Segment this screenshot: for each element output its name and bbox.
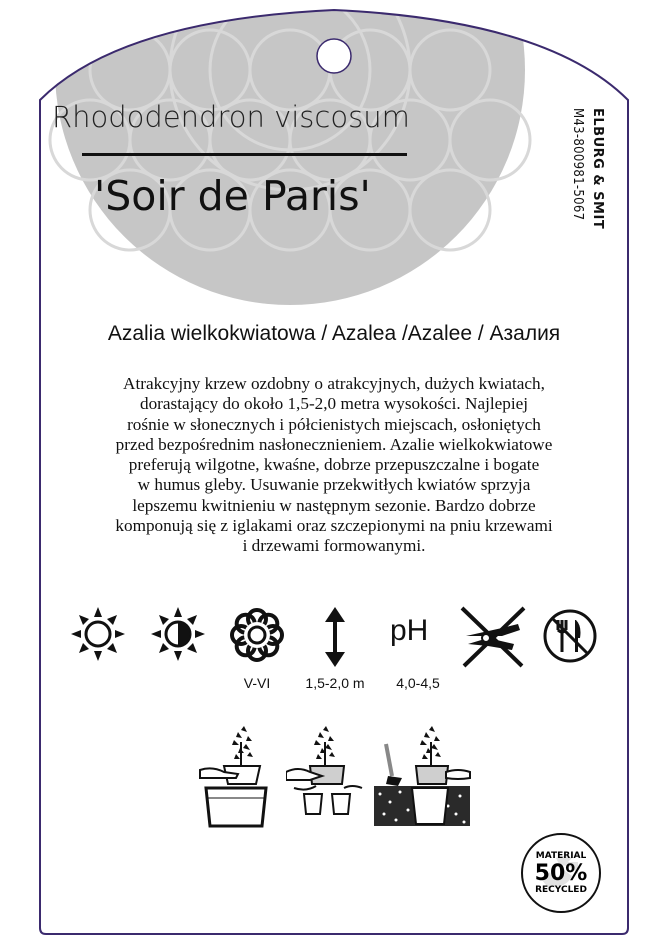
badge-percent: 50%	[534, 861, 588, 886]
partial-shade-icon	[150, 606, 206, 662]
ph-symbol: pH	[390, 614, 429, 647]
badge-top-text: MATERIAL	[535, 851, 587, 861]
description-line: preferują wilgotne, kwaśne, dobrze przepuszczalne i bogate	[128, 455, 540, 475]
no-pruning-icon	[458, 604, 528, 670]
recycled-material-badge	[520, 832, 602, 914]
common-names: Azalia wielkokwiatowa / Azalea /Azalee / Азалия	[107, 322, 561, 345]
description	[72, 374, 596, 557]
care-icons	[0, 600, 668, 670]
badge-bottom-text: RECYCLED	[535, 885, 587, 895]
description-line: rośnie w słonecznych i półcienistych miejscach, osłoniętych	[127, 414, 541, 434]
description-line: lepszemu kwitnieniu w następnym sezonie. Bardzo dobrze	[132, 495, 536, 515]
description-line: i drzewami formowanymi.	[242, 536, 426, 556]
title-divider	[82, 153, 407, 156]
description-line: przed bezpośrednim nasłonecznieniem. Azalie wielkokwiatowe	[115, 434, 553, 454]
description-line: w humus gleby. Usuwanie przekwitłych kwiatów sprzyja	[137, 475, 531, 495]
description-line: komponują się z iglakami oraz szczepionymi na pniu krzewami	[115, 516, 553, 536]
plant-in-ground-icon	[372, 722, 472, 828]
watering-pot-icon	[198, 722, 274, 828]
cultivar-name: 'Soir de Paris'	[94, 172, 371, 220]
remove-pot-icon	[286, 722, 368, 828]
flower-icon	[228, 606, 286, 664]
plant-height: 1,5-2,0 m	[305, 675, 365, 691]
not-edible-icon	[542, 608, 598, 664]
ph-range: 4,0-4,5	[396, 675, 440, 691]
description-line: dorastający do około 1,5-2,0 metra wysokości. Najlepiej	[139, 394, 529, 414]
full-sun-icon	[70, 606, 126, 662]
description-line: Atrakcyjny krzew ozdobny o atrakcyjnych, dużych kwiatach,	[123, 374, 545, 393]
product-code: M43-800981-5067	[570, 108, 585, 221]
latin-name: Rhododendron viscosum	[52, 100, 410, 134]
flowering-period: V-VI	[243, 675, 271, 691]
height-arrow-icon	[320, 606, 350, 668]
brand-name: ELBURG & SMIT	[590, 108, 605, 230]
hang-hole	[317, 39, 351, 73]
